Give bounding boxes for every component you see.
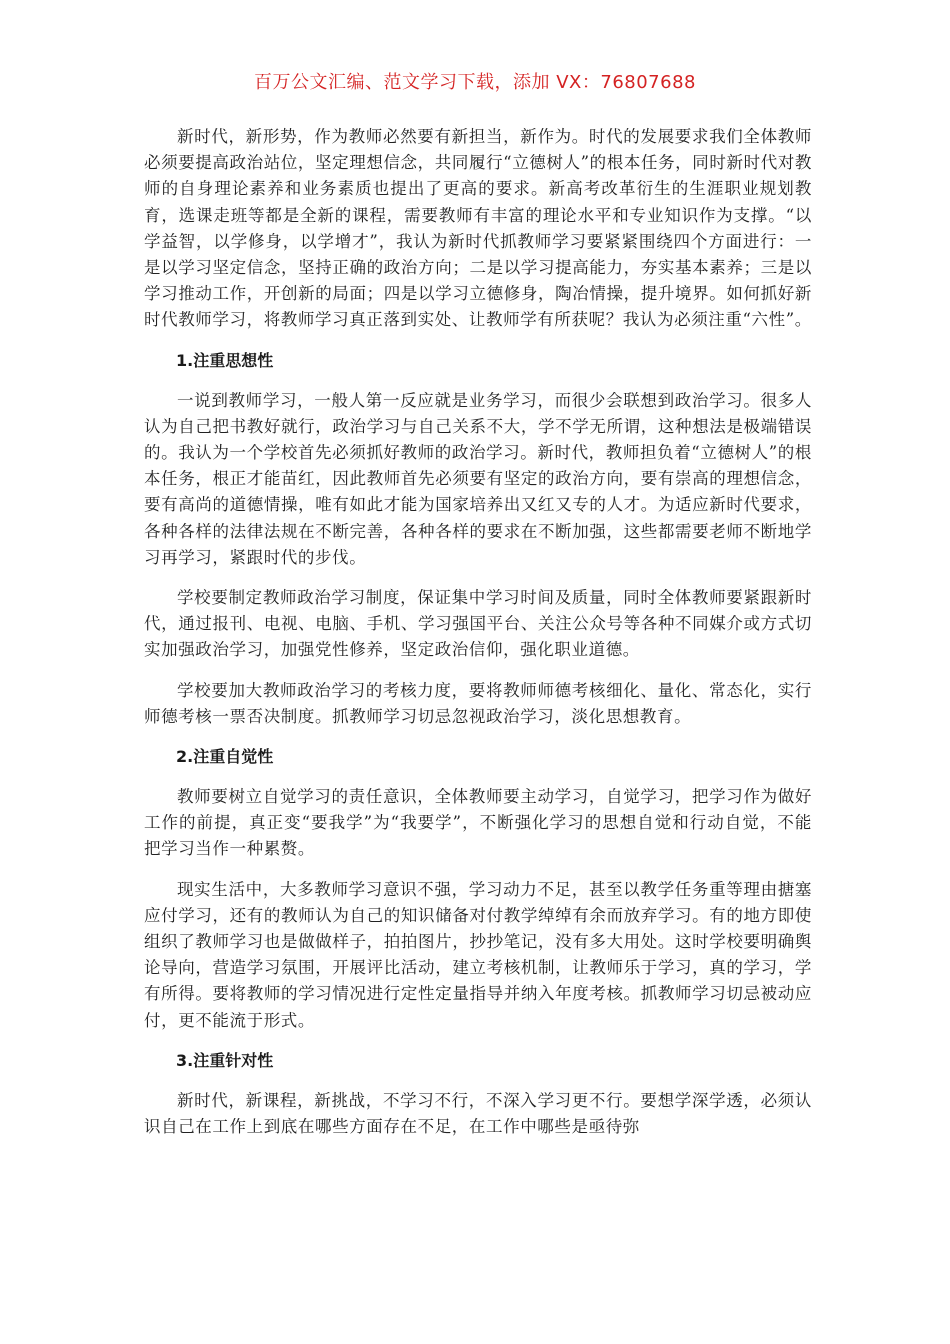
header-banner: 百万公文汇编、范文学习下载，添加 VX：76807688: [254, 72, 696, 93]
document-body: [144, 124, 812, 1154]
body-paragraph: 一说到教师学习，一般人第一反应就是业务学习，而很少会联想到政治学习。很多人认为自己把书教好就行，政治学习与自己关系不大，学不学无所谓，这种想法是极端错误的。我认为一个学校首先必须抓好教师的政治学习。新时代，教师担负着“立德树人”的根本任务，根正才能苗红，因此教师首先必须要有坚定的政治方向，要有崇高的理想信念，要有高尚的道德情操，唯有如此才能为国家培养出又红又专的人才。为适应新时代要求，各种各样的法律法规在不断完善，各种各样的要求在不断加强，这些都需要老师不断地学习再学习，紧跟时代的步伐。: [144, 390, 812, 567]
section-heading: 2.注重自觉性: [176, 747, 274, 767]
body-paragraph: 学校要制定教师政治学习制度，保证集中学习时间及质量，同时全体教师要紧跟新时代，通过报刊、电视、电脑、手机、学习强国平台、关注公众号等各种不同媒介或方式切实加强政治学习，加强党性修养，坚定政治信仰，强化职业道德。: [144, 588, 812, 660]
section-heading: 1.注重思想性: [176, 350, 274, 370]
body-paragraph: 学校要加大教师政治学习的考核力度，要将教师师德考核细化、量化、常态化，实行师德考核一票否决制度。抓教师学习切忌忽视政治学习，淡化思想教育。: [144, 680, 812, 726]
section-heading: 3.注重针对性: [176, 1050, 274, 1070]
body-paragraph: 新时代，新课程，新挑战，不学习不行，不深入学习更不行。要想学深学透，必须认识自己在工作上到底在哪些方面存在不足，在工作中哪些是亟待弥: [144, 1090, 812, 1137]
intro-paragraph: 新时代，新形势，作为教师必然要有新担当，新作为。时代的发展要求我们全体教师必须要提高政治站位，坚定理想信念，共同履行“立德树人”的根本任务，同时新时代对教师的自身理论素养和业务素质也提出了更高的要求。新高考改革衍生的生涯职业规划教育，选课走班等都是全新的课程，需要教师有丰富的理论水平和专业知识作为支撑。“以学益智，以学修身，以学增才”，我认为新时代抓教师学习要紧紧围绕四个方面进行：一是以学习坚定信念，坚持正确的政治方向；二是以学习提高能力，夯实基本素养；三是以学习推动工作，开创新的局面；四是以学习立德修身，陶冶情操，提升境界。如何抓好新时代教师学习，将教师学习真正落到实处、让教师学有所获呢？我认为必须注重“六性”。: [144, 127, 812, 330]
body-paragraph: 现实生活中，大多教师学习意识不强，学习动力不足，甚至以教学任务重等理由搪塞应付学习，还有的教师认为自己的知识储备对付教学绰绰有余而放弃学习。有的地方即使组织了教师学习也是做做样子，拍拍图片，抄抄笔记，没有多大用处。这时学校要明确舆论导向，营造学习氛围，开展评比活动，建立考核机制，让教师乐于学习，真的学习，学有所得。要将教师的学习情况进行定性定量指导并纳入年度考核。抓教师学习切忌被动应付，更不能流于形式。: [144, 879, 812, 1030]
body-paragraph: 教师要树立自觉学习的责任意识，全体教师要主动学习，自觉学习，把学习作为做好工作的前提，真正变“要我学”为“我要学”，不断强化学习的思想自觉和行动自觉，不能把学习当作一种累赘。: [144, 787, 812, 859]
